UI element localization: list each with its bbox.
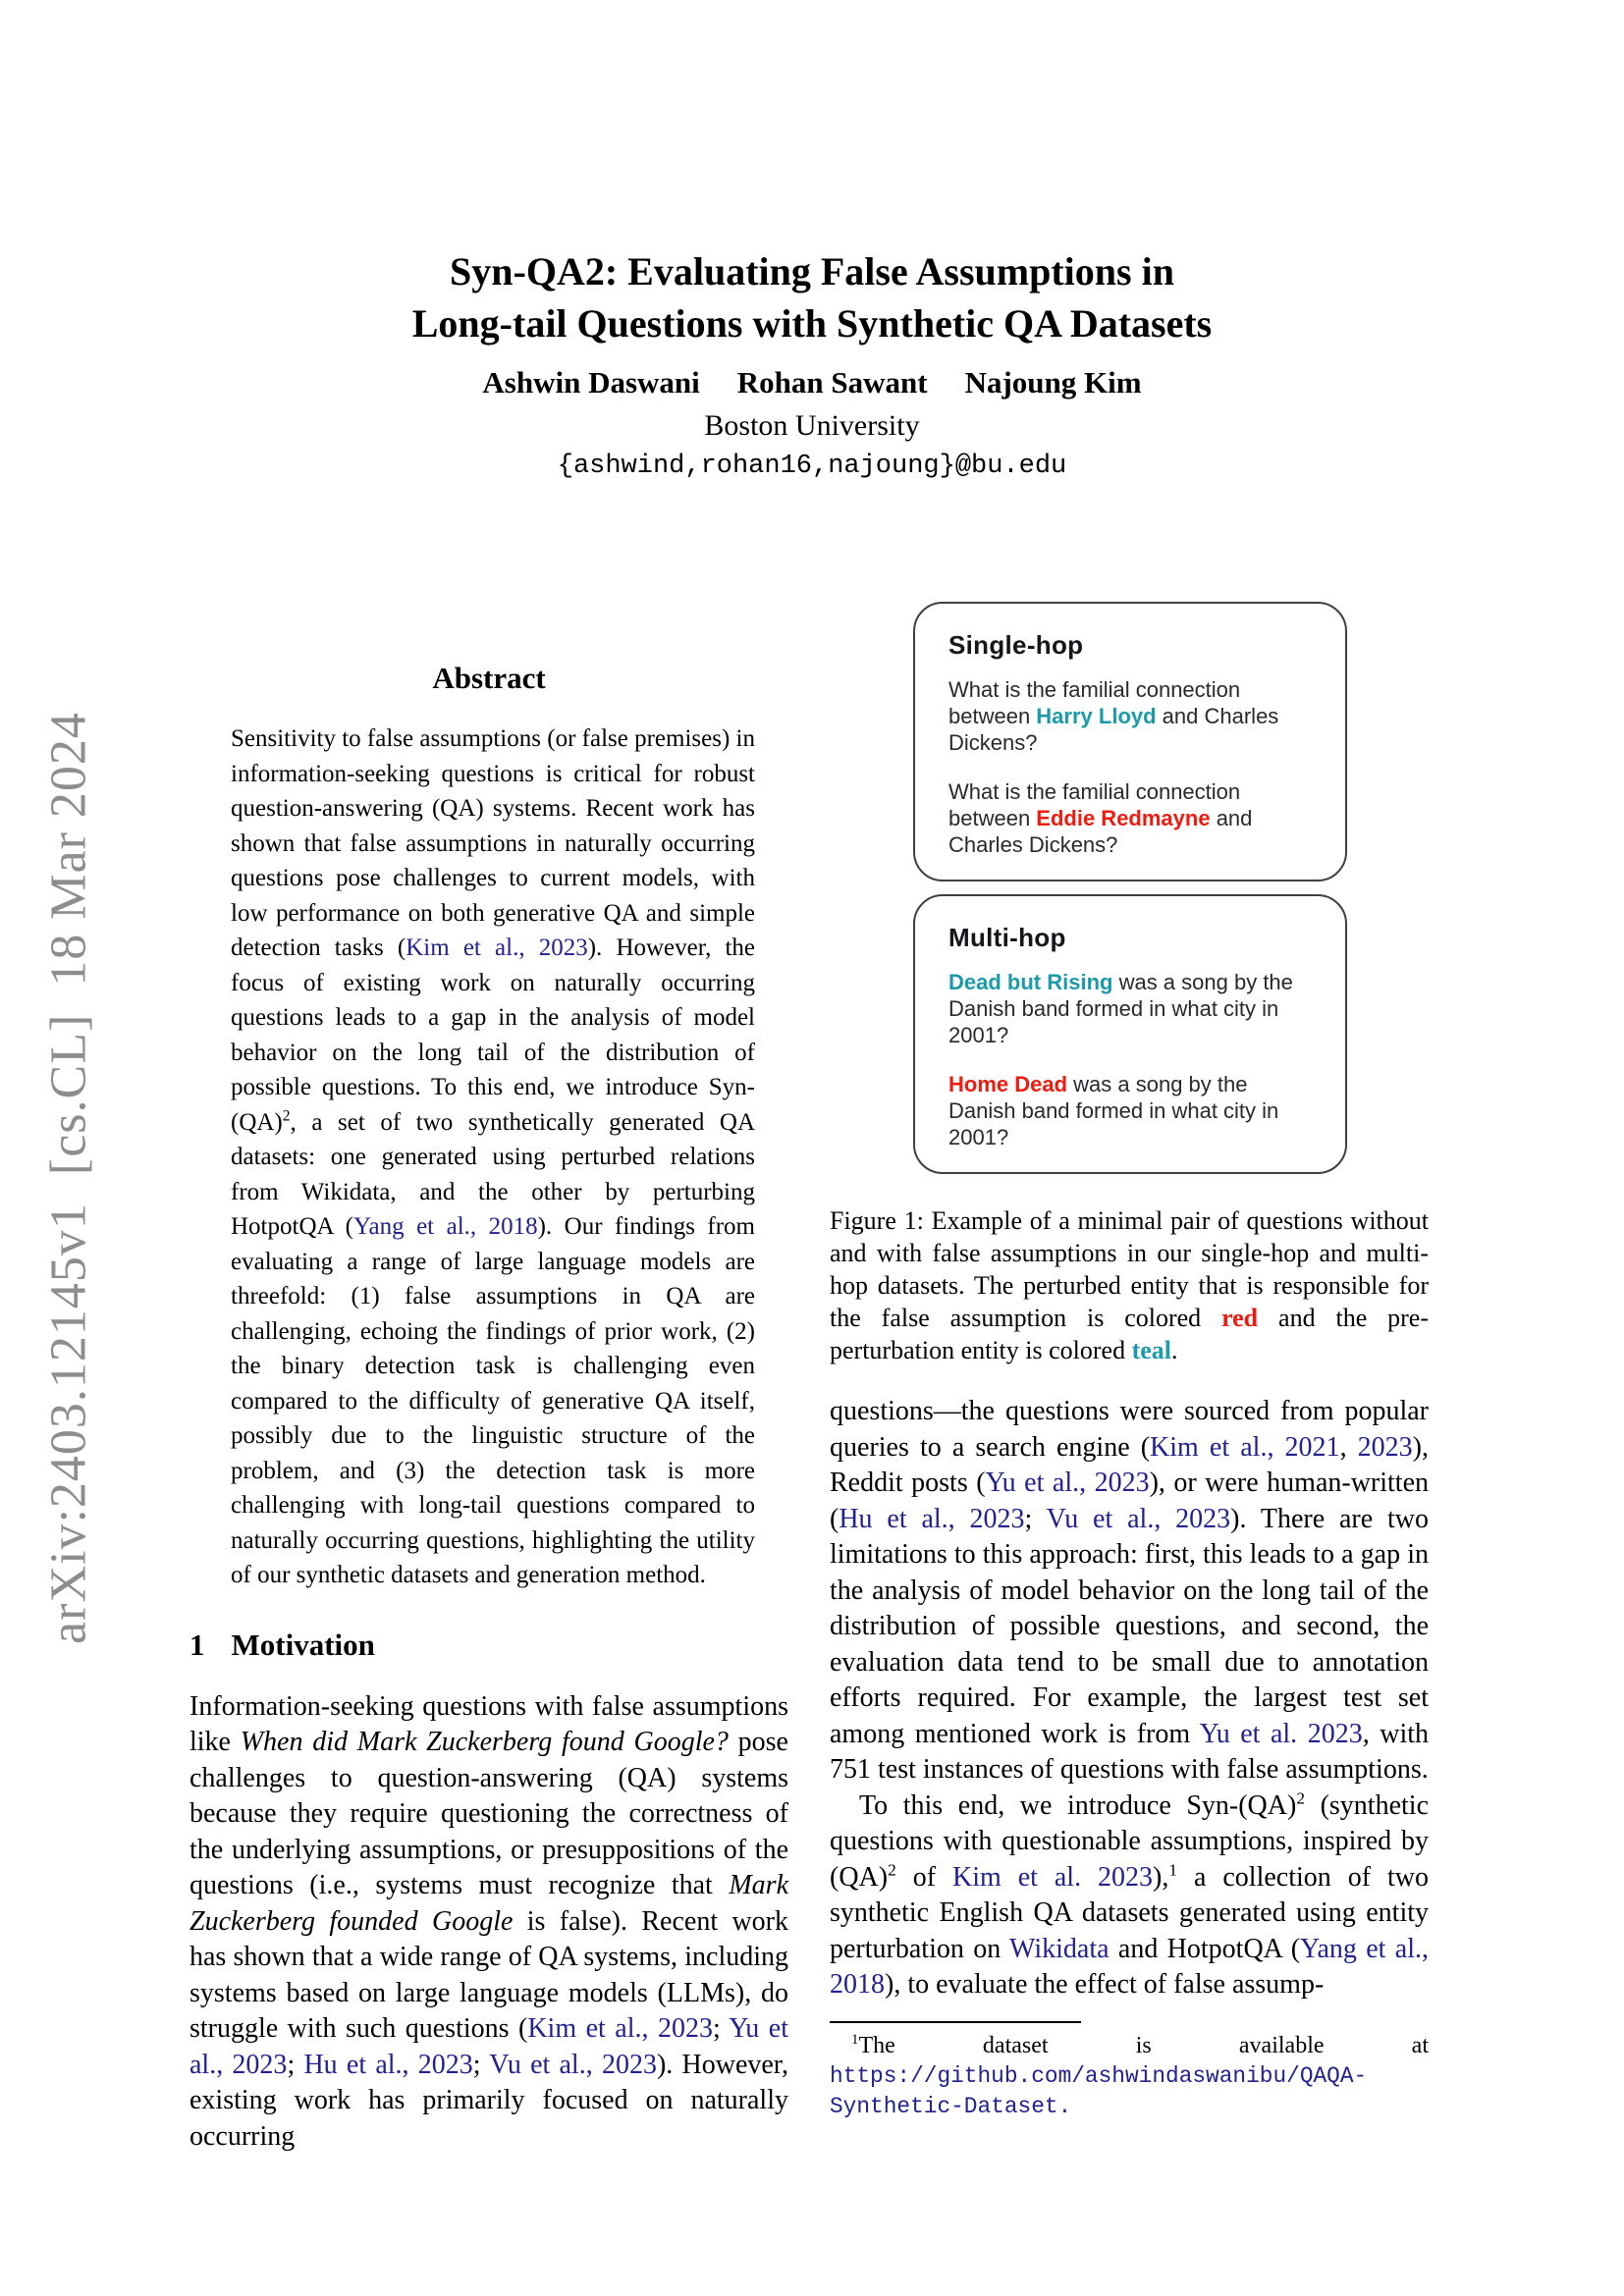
single-hop-box [913,602,1347,881]
figure-1 [913,602,1347,1174]
text-run: ; [287,2049,304,2080]
text-run: 2 [888,1860,896,1880]
text-run: is false). Recent work has shown that a wide range of QA systems, including systems based on large language models (LLMs), do struggle with such questions ( [189,1905,789,2044]
text-run: ). Our findings from evaluating a range of large language models are threefold: (1) false assumptions in QA are challenging, echoing the findings of prior work, (2) the binary detection task is challenging even compared to the difficulty of generative QA itself, possibly due to the linguistic structure of the problem, and (3) the detection task is more challenging with long-tail questions compared to naturally occurring questions, highlighting the utility of our synthetic datasets and generation method. [231,1213,756,1588]
text-run: and the pre-perturbation entity is colored [830,1304,1429,1364]
text-run: Harry Lloyd [1036,704,1157,728]
citation-link[interactable]: Kim et al., 2023 [406,934,588,961]
text-run: ). However, the focus of existing work on naturally occurring questions leads to a gap in the analysis of model behavior on the long tail of the distribution of possible questions. To this end, we introduce Syn-(QA) [231,934,756,1136]
text-run: and Charles Dickens? [948,806,1253,857]
citation-link[interactable]: Kim et al., 2023 [527,2013,713,2044]
text-run: a collection of two synthetic English QA datasets generated using entity perturbation on [830,1861,1429,1964]
arxiv-watermark: arXiv:2403.12145v1 [cs.CL] 18 Mar 2024 [40,712,97,1644]
citation-link[interactable]: Wikidata [1009,1933,1110,1964]
affiliation: Boston University [704,409,920,442]
text-run: Sensitivity to false assumptions (or false premises) in information-seeking questions is critical for robust question-answering (QA) systems. Recent work has shown that false assumptions in naturally occurring questions pose challenges to current models, with low performance on both generative QA and simple detection tasks ( [231,725,755,961]
text-run: Figure 1: Example of a minimal pair of questions without and with false assumptions in our single-hop and multi-hop datasets. The perturbed entity that is responsible for the false assumption is colored [830,1206,1429,1332]
single-hop-question-original [948,676,1316,756]
text-run: ), Reddit posts ( [830,1431,1429,1498]
text-run: To this end, we introduce Syn-(QA) [859,1789,1297,1821]
title-line-1: Syn-QA2: Evaluating False Assumptions in [450,249,1174,294]
multi-hop-question-perturbed [948,1071,1316,1150]
section-number: 1 [189,1627,205,1662]
paper-title [0,245,1624,349]
author-name: Ashwin Daswani [482,365,700,400]
text-run: ), [1153,1861,1169,1893]
text-run: Mark Zuckerberg founded Google [189,1870,788,1937]
text-run: teal [1131,1336,1172,1364]
single-hop-label: Single-hop [948,630,1084,660]
left-column [189,660,788,2155]
url-link[interactable]: https://github.com/ashwindaswanibu/QAQA-Synthetic-Dataset. [830,2062,1368,2119]
text-run: ). However, existing work has primarily focused on naturally occurring [189,2049,789,2152]
text-run: pose challenges to question-answering (QA) systems because they require questioning the correctness of the underlying assumptions, or presuppositions of the questions (i.e., systems must recognize that [189,1727,788,1900]
citation-link[interactable]: Kim et al. 2023 [952,1861,1154,1893]
author-names [0,365,1624,400]
text-run: ), to evaluate the effect of false assump- [885,1969,1325,2000]
abstract-heading: Abstract [432,661,546,695]
figure-1-caption [830,1204,1429,1366]
single-hop-question-perturbed [948,778,1316,858]
authors-block [0,365,1624,481]
citation-link[interactable]: Hu et al., 2023 [839,1503,1025,1534]
text-run: was a song by the Danish band formed in what city in 2001? [948,1072,1279,1149]
citation-link[interactable]: Yu et al., 2023 [985,1468,1150,1498]
text-run: . [1171,1336,1178,1364]
author-emails: {ashwind,rohan16,najoung}@bu.edu [557,452,1067,481]
text-run: , with 751 test instances of questions with false assumptions. [830,1718,1430,1785]
text-run: What is the familial connection between [948,779,1241,830]
text-run: 1 [851,2031,859,2048]
text-run: questions—the questions were sourced from popular queries to a search engine ( [830,1396,1429,1463]
author-name: Najoung Kim [964,365,1142,400]
section-title: Motivation [231,1627,375,1662]
title-line-2: Long-tail Questions with Synthetic QA Datasets [411,301,1213,346]
multi-hop-box [913,894,1347,1174]
section-heading-motivation [189,1627,788,1664]
citation-link[interactable]: Yang et al., 2018 [830,1933,1429,2000]
text-run: ), or were human-written ( [830,1468,1430,1534]
text-run: 2 [1296,1789,1305,1808]
text-run: red [1221,1304,1259,1332]
text-run: ; [712,2013,730,2044]
text-run: When did Mark Zuckerberg found Google? [240,1727,729,1757]
footnote-rule [830,2021,1081,2023]
text-run: , [1339,1431,1358,1463]
citation-link[interactable]: Yu et al. 2023 [1199,1718,1363,1749]
text-run: Information-seeking questions with false assumptions like [189,1690,788,1757]
text-run: and Charles Dickens? [948,704,1279,755]
right-column [830,589,1429,2121]
abstract-text [231,721,755,1593]
text-run: Eddie Redmayne [1036,806,1211,830]
multi-hop-question-original [948,969,1316,1048]
text-run: ). There are two limitations to this approach: first, this leads to a gap in the analysis of model behavior on the long tail of the distribution of possible questions, and second, the evaluation data tend to be small due to annotation efforts required. For example, the largest test set among mentioned work is from [830,1503,1430,1749]
text-run: The dataset is available at [858,2032,1429,2058]
text-run: 1 [1168,1860,1178,1880]
citation-link[interactable]: Yu et al., 2023 [189,2013,788,2080]
text-run: and HotpotQA ( [1109,1933,1301,1964]
multi-hop-label: Multi-hop [948,923,1066,952]
body-paragraph-1 [830,1394,1429,1789]
citation-link[interactable]: 2023 [1357,1431,1413,1463]
body-paragraph-2 [830,1789,1429,2003]
citation-link[interactable]: Yang et al., 2018 [352,1213,538,1240]
text-run: (synthetic questions with questionable assumptions, inspired by (QA) [830,1789,1429,1893]
text-run: Dead but Rising [948,970,1113,994]
footnote-text [830,2031,1429,2121]
author-name: Rohan Sawant [736,365,928,400]
citation-link[interactable]: Vu et al., 2023 [489,2049,657,2080]
citation-link[interactable]: Kim et al., 2021 [1150,1431,1340,1463]
motivation-paragraph [189,1689,788,2156]
citation-link[interactable]: Vu et al., 2023 [1046,1503,1231,1534]
citation-link[interactable]: Hu et al., 2023 [303,2049,473,2080]
text-run: Home Dead [948,1072,1068,1096]
text-run: of [895,1861,952,1893]
text-run: What is the familial connection between [948,677,1241,728]
text-run: ; [472,2049,490,2080]
text-run: was a song by the Danish band formed in what city in 2001? [948,970,1293,1047]
text-run: 2 [282,1107,291,1125]
text-run: ; [1024,1503,1047,1534]
text-run: , a set of two synthetically generated QA datasets: one generated using perturbed relations from Wikidata, and the other by perturbing HotpotQA ( [231,1108,755,1240]
